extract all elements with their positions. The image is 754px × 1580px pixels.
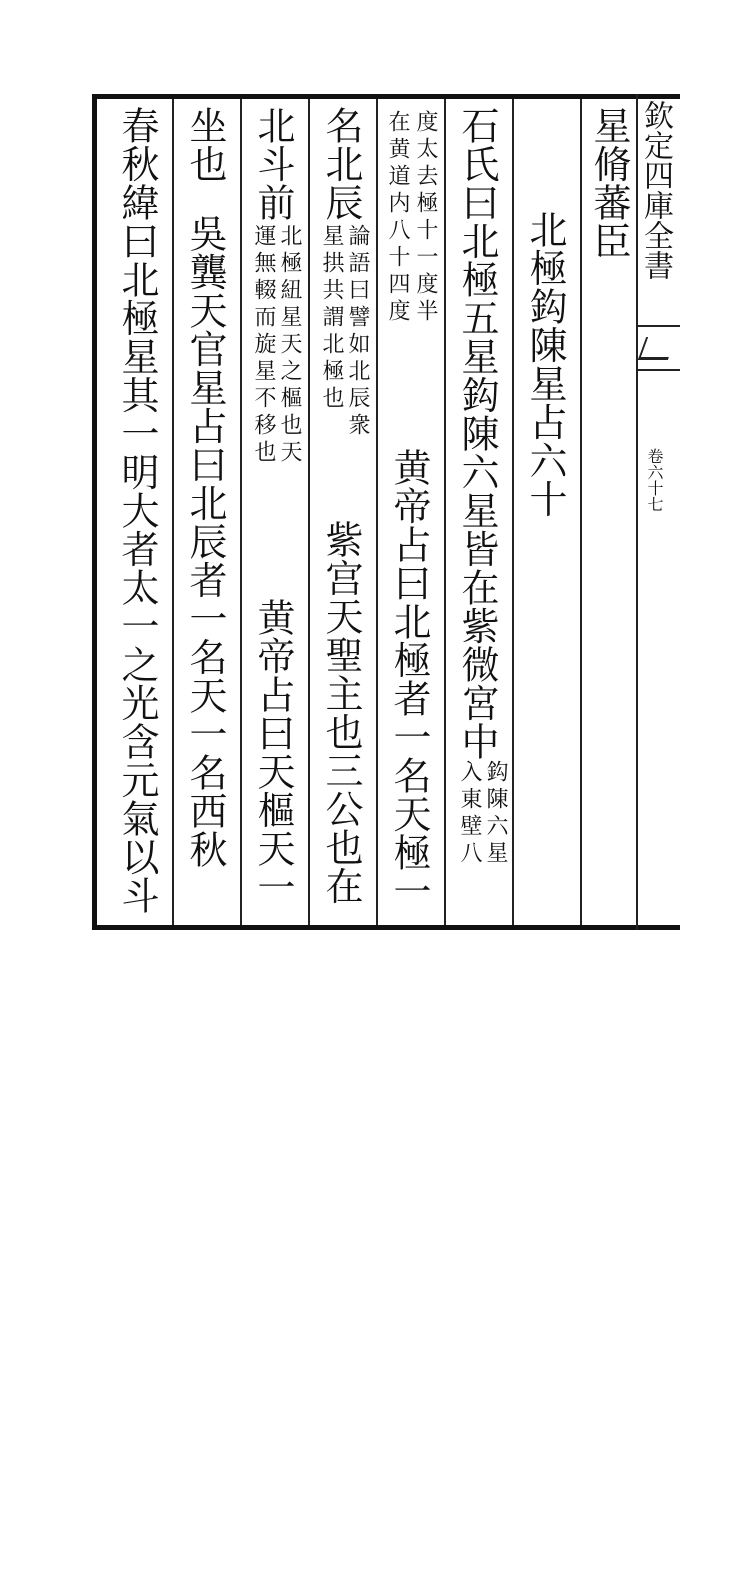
column-rule (240, 99, 242, 925)
column-rule (172, 99, 174, 925)
text-column-8: 春秋緯曰北極星其一明大者太一之光含元氣以斗 (115, 106, 159, 915)
annotation-left: 入東壁八 (457, 760, 482, 868)
text-column-5-tail: 紫宫天聖主也三公也在 (319, 520, 363, 905)
text-column-3: 石氏曰北極五星鈎陳六星皆在紫微宮中 (455, 106, 499, 761)
annotation-left: 在黄道内八十四度 (385, 110, 410, 326)
annotation-right: 北極紐星天之樞也天 (277, 224, 302, 467)
fish-tail-ornament (636, 325, 680, 371)
annotation-right: 鈎陳六星 (483, 760, 508, 868)
annotation-right: 論語曰譬如北辰衆 (345, 224, 370, 440)
text-column-6-tail: 黄帝占曰天樞天一 (251, 598, 295, 906)
column-rule (308, 99, 310, 925)
text-column-1: 星脩蕃臣 (587, 106, 631, 260)
annotation-left: 運無輟而旋星不移也 (251, 224, 276, 467)
text-column-5-head: 名北辰 (319, 106, 363, 222)
text-column-7-tail: 吳龔天官星占曰北辰者一名天一名西秋 (183, 214, 227, 869)
text-column-4: 黄帝占曰北極者一名天極一 (387, 448, 431, 910)
text-column-7-head: 坐也 (183, 106, 227, 183)
section-title: 北極鈎陳星占六十 (523, 210, 567, 518)
column-rule (512, 99, 514, 925)
text-column-6-head: 北斗前 (251, 106, 295, 222)
column-rule (376, 99, 378, 925)
annotation-left: 星拱共謂北極也 (319, 224, 344, 413)
series-title: 欽定四庫全書 (638, 100, 673, 280)
volume-label: 卷六十七 (645, 448, 664, 512)
column-rule (580, 99, 582, 925)
column-rule (444, 99, 446, 925)
annotation-right: 度太去極十一度半 (413, 110, 438, 326)
